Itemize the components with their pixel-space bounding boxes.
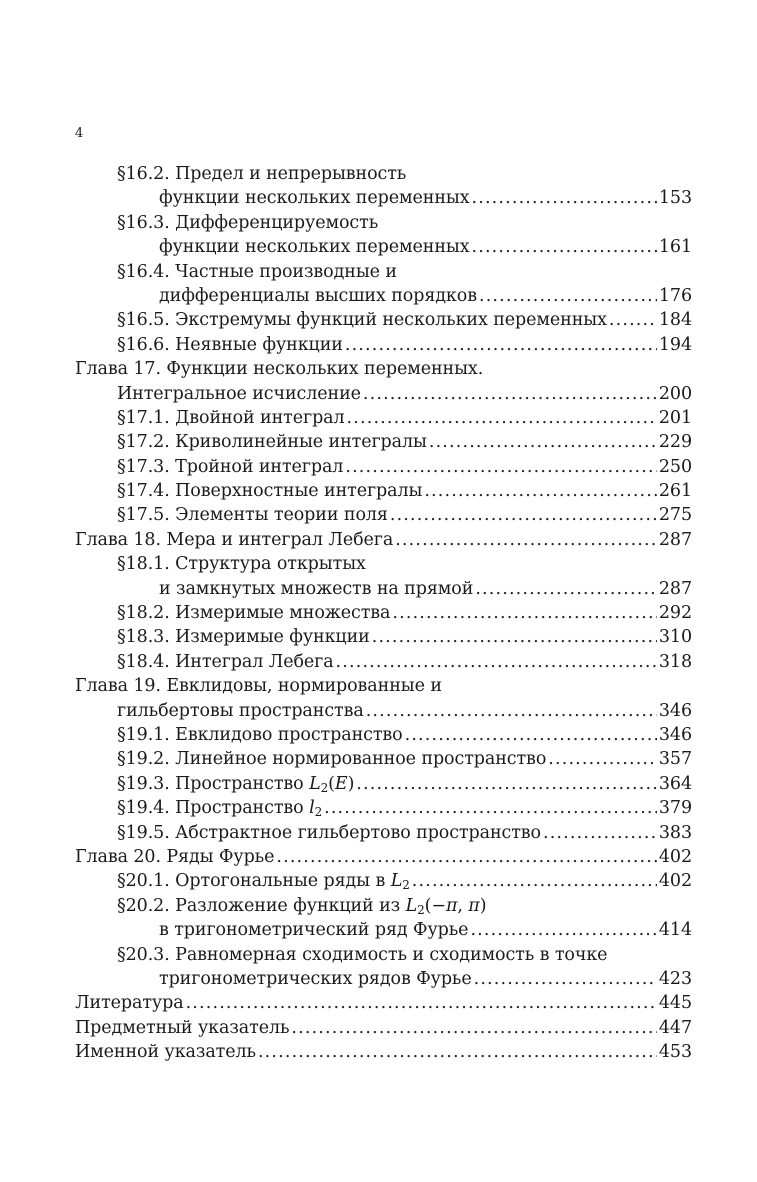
toc-chapter-line[interactable] <box>75 991 692 1015</box>
toc-title-part: тригонометрических рядов Фурье <box>159 968 472 989</box>
toc-entry-title <box>75 991 184 1015</box>
toc-title-part: §17.5. Элементы теории поля <box>117 505 388 526</box>
dot-leader <box>258 1040 657 1064</box>
toc-entry-title <box>117 552 366 576</box>
dot-leader <box>345 333 657 357</box>
toc-title-part: π <box>468 895 480 916</box>
toc-entry-title <box>75 357 483 381</box>
toc-section-line[interactable] <box>75 430 692 454</box>
toc-title-part: 2 <box>402 878 410 893</box>
toc-chapter-line[interactable] <box>75 1016 692 1040</box>
toc-section-line[interactable] <box>75 260 692 284</box>
toc-title-part: гильбертовы пространства <box>117 700 364 721</box>
toc-section-line[interactable] <box>75 772 692 796</box>
toc-entry-title <box>117 430 427 454</box>
toc-title-part: §19.4. Пространство <box>117 798 310 819</box>
dot-leader <box>474 967 657 991</box>
toc-entry-title <box>75 845 274 869</box>
toc-title-part: §18.3. Измеримые функции <box>117 627 370 648</box>
toc-title-part: §19.3. Пространство <box>117 773 310 794</box>
toc-title-part: функции нескольких переменных <box>159 237 470 258</box>
toc-entry-title <box>117 772 354 796</box>
toc-title-part: функции нескольких переменных <box>159 188 470 209</box>
toc-title-part: §16.6. Неявные функции <box>117 334 343 355</box>
toc-chapter-line[interactable] <box>75 699 692 723</box>
toc-entry-title <box>117 162 406 186</box>
dot-leader <box>356 772 657 796</box>
dot-leader <box>548 747 657 771</box>
toc-section-line[interactable] <box>75 333 692 357</box>
toc-page-number: 275 <box>658 505 692 526</box>
toc-section-line[interactable] <box>75 796 692 820</box>
toc-page-number: 423 <box>658 968 692 989</box>
toc-page-number: 346 <box>658 700 692 721</box>
dot-leader <box>395 528 657 552</box>
toc-entry-title <box>117 869 410 893</box>
toc-section-line[interactable] <box>75 601 692 625</box>
toc-chapter-line[interactable] <box>75 382 692 406</box>
toc-section-line[interactable] <box>75 186 692 210</box>
toc-page-number: 445 <box>658 993 692 1014</box>
toc-section-line[interactable] <box>75 625 692 649</box>
toc-section-line[interactable] <box>75 650 692 674</box>
toc-title-part: §17.3. Тройной интеграл <box>117 456 344 477</box>
toc-page-number: 201 <box>658 407 692 428</box>
toc-title-part: дифференциалы высших порядков <box>159 285 477 306</box>
toc-page-number: 292 <box>658 603 692 624</box>
toc-title-part: §16.5. Экстремумы функций нескольких переменных <box>117 310 607 331</box>
toc-entry-title <box>117 308 607 332</box>
dot-leader <box>412 869 657 893</box>
toc-title-part: L <box>405 895 418 916</box>
dot-leader <box>543 821 657 845</box>
toc-title-part: §20.1. Ортогональные ряды в <box>117 871 391 892</box>
table-of-contents <box>75 162 692 1064</box>
dot-leader <box>345 455 657 479</box>
toc-page-number: 402 <box>658 846 692 867</box>
toc-chapter-line[interactable] <box>75 357 692 381</box>
toc-entry-title <box>159 284 477 308</box>
toc-title-part: и замкнутых множеств на прямой <box>159 578 474 599</box>
toc-entry-title <box>75 1040 256 1064</box>
toc-page-number: 153 <box>658 188 692 209</box>
toc-chapter-line[interactable] <box>75 528 692 552</box>
toc-title-part: 2 <box>320 780 329 795</box>
toc-title-part: §18.2. Измеримые множества <box>117 603 391 624</box>
dot-leader <box>372 625 657 649</box>
toc-page-number: 453 <box>658 1042 692 1063</box>
toc-entry-title <box>117 211 378 235</box>
toc-title-part: §20.2. Разложение функций из <box>117 895 406 916</box>
toc-section-line[interactable] <box>75 894 692 918</box>
toc-title-part: Предметный указатель <box>75 1017 290 1038</box>
dot-leader <box>390 503 657 527</box>
toc-entry-title <box>117 943 607 967</box>
toc-section-line[interactable] <box>75 211 692 235</box>
toc-page-number: 184 <box>658 310 692 331</box>
toc-entry-title <box>159 967 472 991</box>
toc-entry-title <box>117 601 390 625</box>
toc-title-part: Глава 17. Функции нескольких переменных. <box>75 359 484 380</box>
toc-title-part: (− <box>424 895 446 916</box>
toc-page-number: 383 <box>658 822 692 843</box>
toc-title-part: §18.4. Интеграл Лебега <box>117 651 334 672</box>
toc-section-line[interactable] <box>75 455 692 479</box>
toc-section-line[interactable] <box>75 162 692 186</box>
toc-title-part: §17.4. Поверхностные интегралы <box>117 481 423 502</box>
toc-title-part: ) <box>479 895 487 916</box>
dot-leader <box>392 601 657 625</box>
toc-page-number: 287 <box>658 578 692 599</box>
toc-page-number: 161 <box>658 237 692 258</box>
dot-leader <box>276 845 657 869</box>
dot-leader <box>470 918 656 942</box>
toc-page-number: 357 <box>658 749 692 770</box>
toc-entry-title <box>117 723 403 747</box>
toc-title-part: π <box>445 895 458 916</box>
toc-title-part: Интегральное исчисление <box>117 383 361 404</box>
toc-entry-title <box>117 455 343 479</box>
toc-title-part: §17.2. Криволинейные интегралы <box>117 432 427 453</box>
toc-title-part: §16.2. Предел и непрерывность <box>117 164 407 184</box>
toc-chapter-line[interactable] <box>75 674 692 698</box>
toc-page-number: 250 <box>658 456 692 477</box>
toc-title-part: 2 <box>417 902 425 917</box>
toc-title-part: §19.5. Абстрактное гильбертово пространство <box>117 822 541 843</box>
toc-page-number: 261 <box>658 481 692 502</box>
dot-leader <box>472 235 657 259</box>
toc-title-part: Литература <box>75 993 184 1014</box>
toc-section-line[interactable] <box>75 284 692 308</box>
toc-page-number: 379 <box>658 798 692 819</box>
toc-entry-title <box>117 625 370 649</box>
toc-page-number: 414 <box>658 920 692 941</box>
dot-leader <box>186 991 657 1015</box>
toc-chapter-line[interactable] <box>75 1040 692 1064</box>
toc-entry-title <box>117 382 361 406</box>
toc-entry-title <box>159 577 473 601</box>
dot-leader <box>363 382 657 406</box>
toc-title-part: Глава 20. Ряды Фурье <box>75 846 275 867</box>
toc-section-line[interactable] <box>75 943 692 967</box>
toc-entry-title <box>75 674 442 698</box>
toc-section-line[interactable] <box>75 552 692 576</box>
toc-title-part: §16.3. Дифференцируемость <box>117 212 379 233</box>
toc-page-number: 310 <box>658 627 692 648</box>
toc-section-line[interactable] <box>75 479 692 503</box>
page-number: 4 <box>75 126 84 141</box>
toc-page-number: 229 <box>658 432 692 453</box>
toc-title-part: ( <box>328 773 335 794</box>
toc-entry-title <box>117 503 388 527</box>
toc-section-line[interactable] <box>75 747 692 771</box>
toc-title-part: , <box>457 895 469 916</box>
dot-leader <box>472 186 657 210</box>
toc-page-number: 346 <box>658 724 692 745</box>
toc-section-line[interactable] <box>75 723 692 747</box>
toc-section-line[interactable] <box>75 918 692 942</box>
toc-section-line[interactable] <box>75 869 692 893</box>
toc-entry-title <box>117 333 343 357</box>
toc-page-number: 447 <box>658 1017 692 1038</box>
toc-chapter-line[interactable] <box>75 845 692 869</box>
toc-entry-title <box>117 260 397 284</box>
toc-entry-title <box>117 699 364 723</box>
toc-title-part: §17.1. Двойной интеграл <box>117 407 345 428</box>
dot-leader <box>347 406 657 430</box>
dot-leader <box>475 577 657 601</box>
toc-entry-title <box>117 479 422 503</box>
dot-leader <box>424 479 657 503</box>
toc-title-part: Глава 18. Мера и интеграл Лебега <box>75 529 394 550</box>
toc-entry-title <box>75 528 393 552</box>
toc-title-part: Глава 19. Евклидовы, нормированные и <box>75 676 442 697</box>
toc-entry-title <box>117 821 541 845</box>
toc-entry-title <box>159 186 470 210</box>
toc-entry-title <box>117 650 334 674</box>
toc-page-number: 364 <box>658 773 692 794</box>
dot-leader <box>405 723 657 747</box>
dot-leader <box>366 699 657 723</box>
toc-page-number: 287 <box>658 529 692 550</box>
toc-section-line[interactable] <box>75 821 692 845</box>
toc-page-number: 176 <box>658 285 692 306</box>
toc-section-line[interactable] <box>75 406 692 430</box>
toc-page-number: 194 <box>658 334 692 355</box>
toc-section-line[interactable] <box>75 967 692 991</box>
dot-leader <box>336 650 657 674</box>
toc-entry-title <box>117 406 345 430</box>
toc-title-part: L <box>390 871 403 892</box>
toc-entry-title <box>159 918 468 942</box>
dot-leader <box>609 308 657 332</box>
toc-entry-title <box>159 235 470 259</box>
toc-title-part: E <box>334 773 348 794</box>
toc-title-part: L <box>309 773 321 794</box>
toc-section-line[interactable] <box>75 308 692 332</box>
toc-title-part: §16.4. Частные производные и <box>117 261 397 282</box>
dot-leader <box>429 430 657 454</box>
toc-page-number: 200 <box>658 383 692 404</box>
toc-page-number: 402 <box>658 871 692 892</box>
toc-title-part: §19.1. Евклидово пространство <box>117 724 403 745</box>
toc-section-line[interactable] <box>75 503 692 527</box>
toc-title-part: ) <box>347 773 355 794</box>
toc-title-part: Именной указатель <box>75 1042 256 1063</box>
dot-leader <box>324 796 657 820</box>
toc-section-line[interactable] <box>75 235 692 259</box>
toc-entry-title <box>117 796 322 820</box>
toc-title-part: в тригонометрический ряд Фурье <box>159 920 469 941</box>
toc-title-part: §20.3. Равномерная сходимость и сходимость в точке <box>117 944 608 965</box>
dot-leader <box>291 1016 656 1040</box>
toc-section-line[interactable] <box>75 577 692 601</box>
toc-entry-title <box>117 747 546 771</box>
toc-title-part: §19.2. Линейное нормированное пространство <box>117 749 547 770</box>
toc-entry-title <box>75 1016 289 1040</box>
toc-page-number: 318 <box>658 651 692 672</box>
toc-entry-title <box>117 894 486 918</box>
toc-title-part: 2 <box>314 805 323 820</box>
toc-title-part: §18.1. Структура открытых <box>117 554 366 575</box>
dot-leader <box>479 284 657 308</box>
toc-title-part: l <box>309 798 315 819</box>
